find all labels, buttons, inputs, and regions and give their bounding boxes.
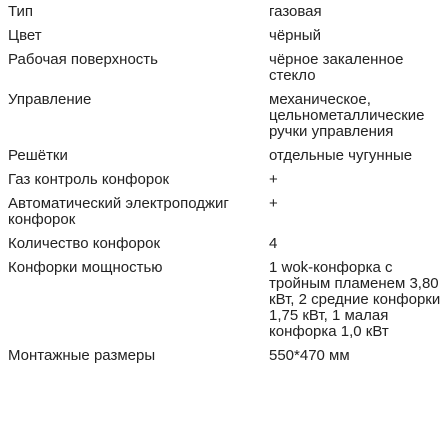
spec-name: Тип — [8, 3, 34, 20]
spec-name: Управление — [8, 91, 92, 108]
spec-value: механическое, цельнометаллические ручки управления — [269, 91, 425, 140]
spec-value: газовая — [269, 3, 322, 20]
spec-name: Цвет — [8, 27, 42, 44]
table-row — [0, 0, 440, 24]
spec-name: Рабочая поверхность — [8, 51, 158, 68]
table-row — [0, 168, 440, 192]
table-row — [0, 344, 440, 368]
table-row — [0, 232, 440, 256]
spec-value: 1 wok-конфорка с тройным пламенем 3,80 кВт, 2 средние конфорки 1,75 кВт, 1 малая конфорка 1,0 кВт — [269, 259, 440, 340]
spec-value: чёрное закаленное стекло — [269, 51, 404, 84]
table-row — [0, 24, 440, 48]
spec-value: 550*470 мм — [269, 347, 350, 364]
spec-value: отдельные чугунные — [269, 147, 413, 164]
spec-value: + — [269, 195, 278, 212]
spec-name: Количество конфорок — [8, 235, 161, 252]
spec-name: Монтажные размеры — [8, 347, 156, 364]
spec-name: Газ контроль конфорок — [8, 171, 170, 188]
table-row — [0, 144, 440, 168]
table-row — [0, 88, 440, 144]
table-row — [0, 256, 440, 344]
spec-value: 4 — [269, 235, 278, 252]
table-row — [0, 192, 440, 232]
spec-value: чёрный — [269, 27, 321, 44]
spec-name: Автоматический электроподжиг конфорок — [8, 195, 229, 228]
table-row — [0, 48, 440, 88]
spec-name: Конфорки мощностью — [8, 259, 163, 276]
spec-value: + — [269, 171, 278, 188]
spec-name: Решётки — [8, 147, 68, 164]
